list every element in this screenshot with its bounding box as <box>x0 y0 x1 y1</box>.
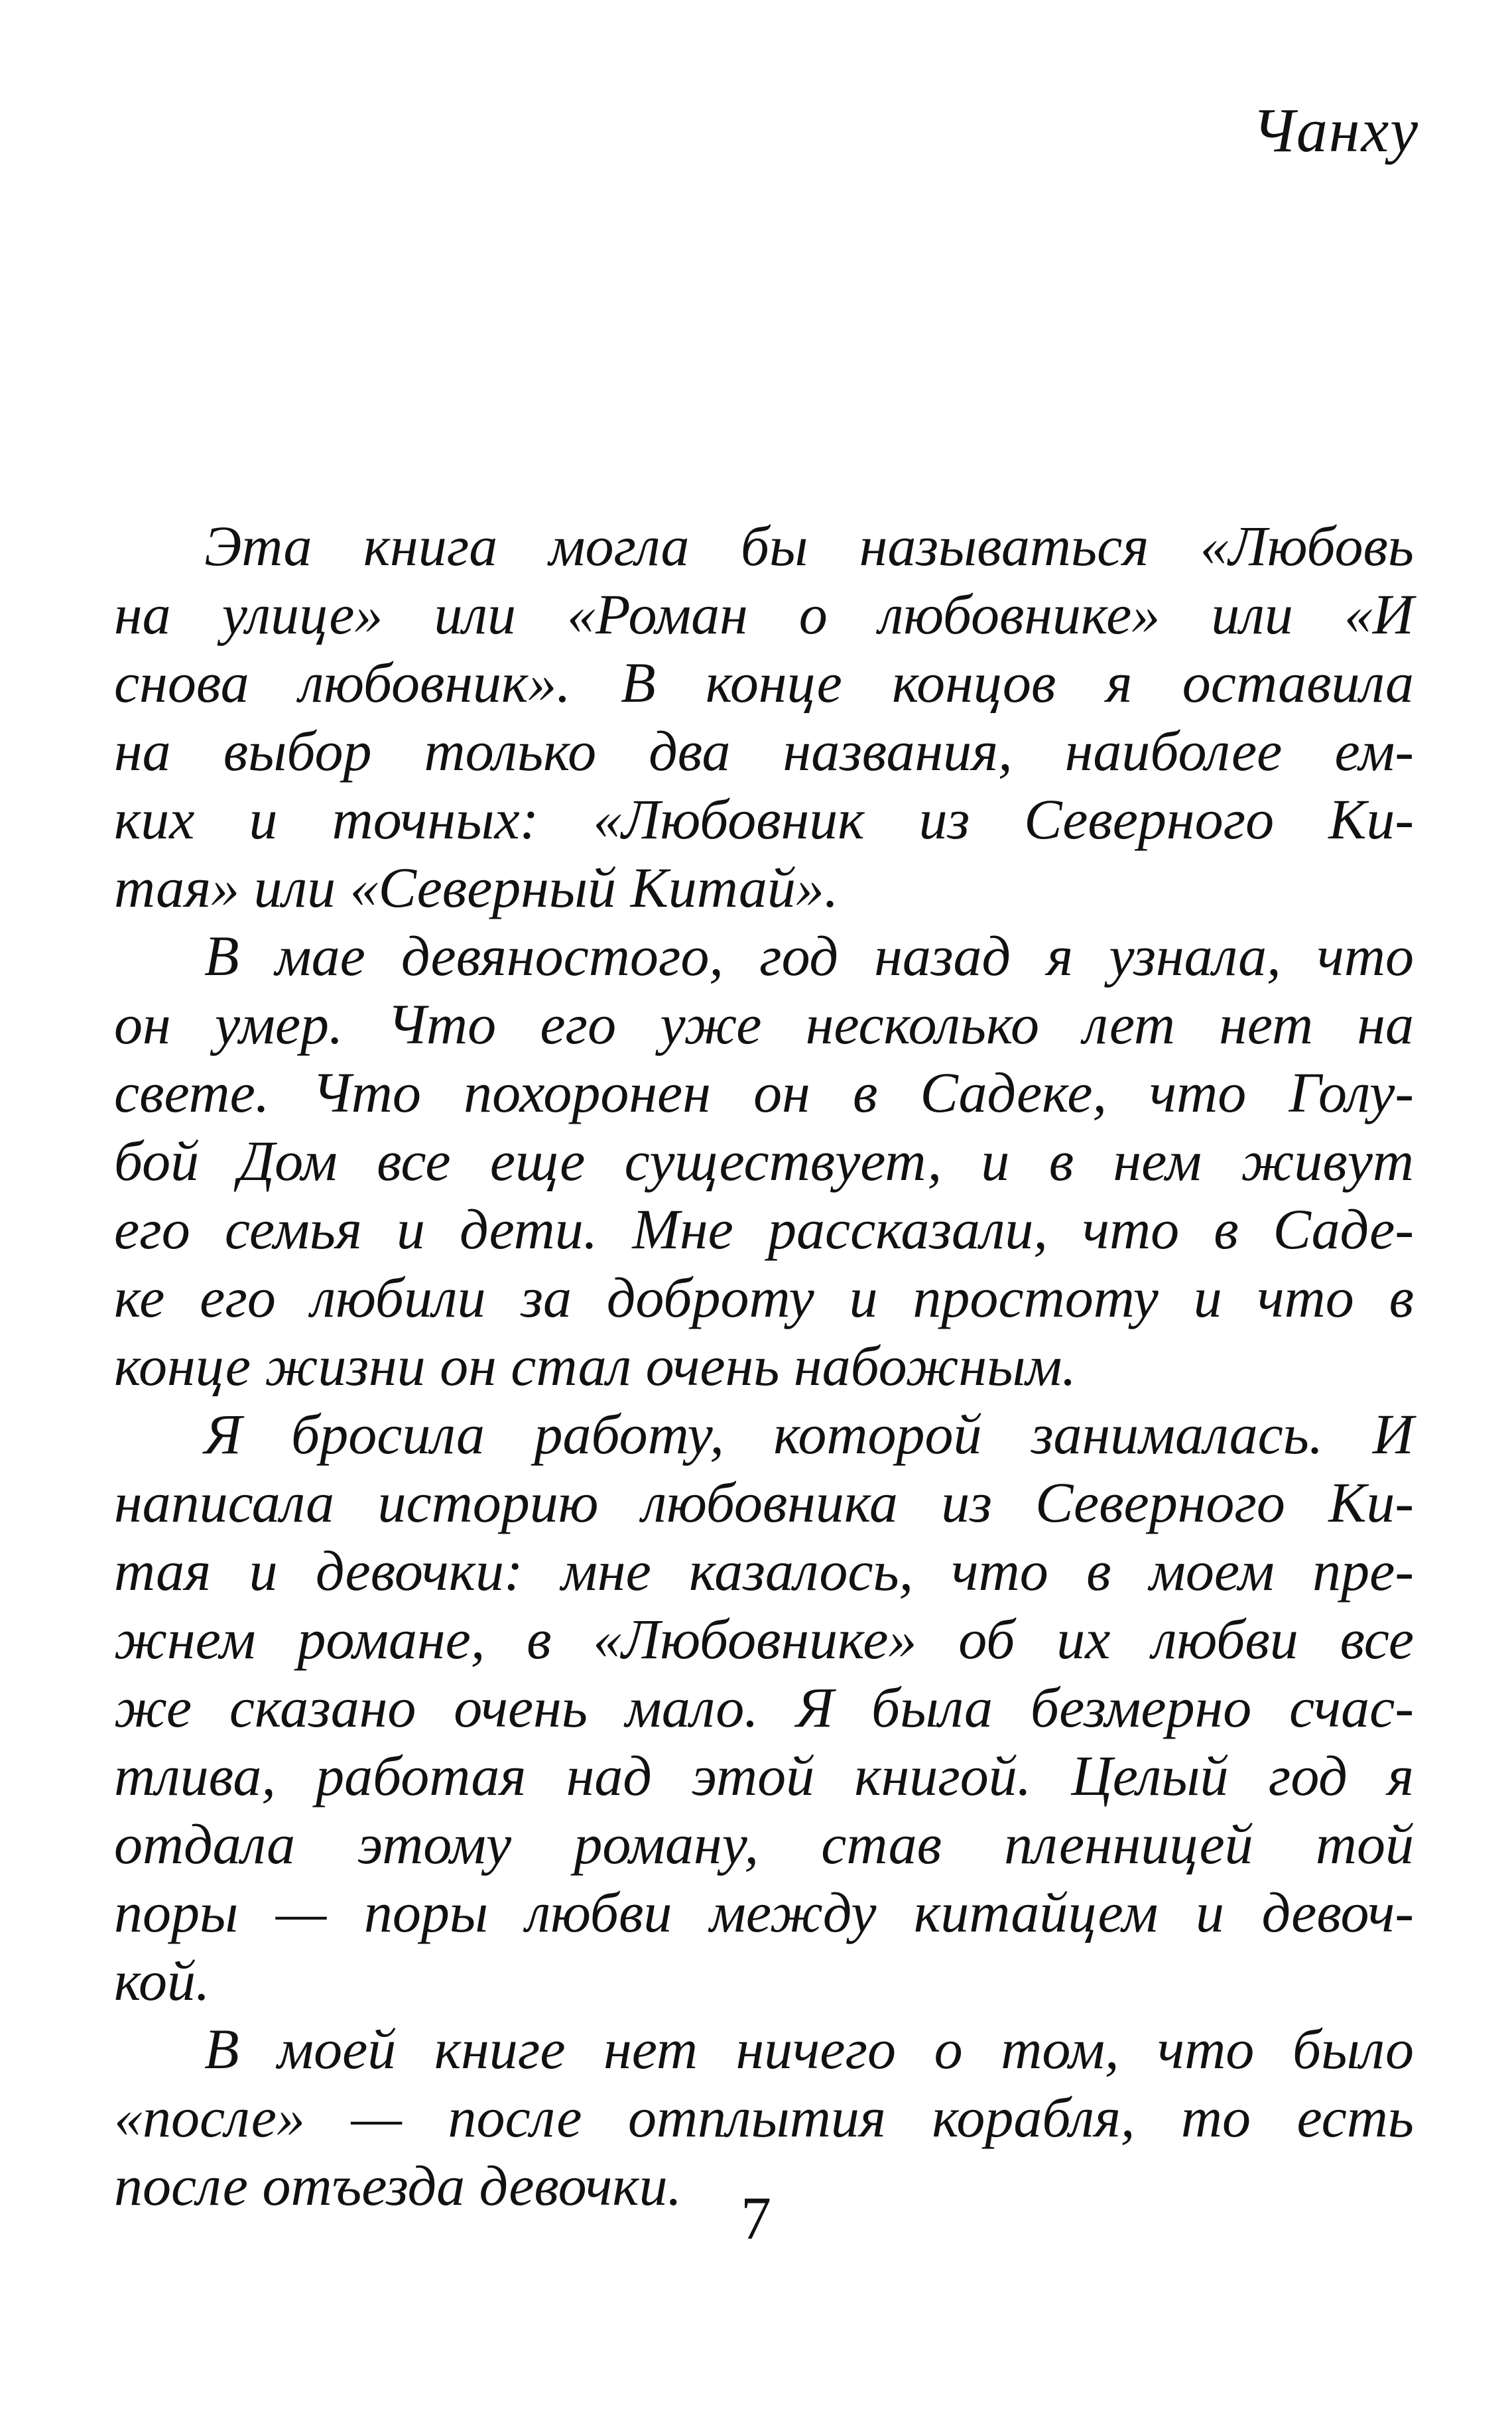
paragraph-1 <box>114 512 1414 922</box>
text-line: на улице» или «Роман о любовнике» или «И <box>114 582 1414 646</box>
text-line: после отъезда девочки. <box>114 2154 682 2217</box>
text-line: жнем романе, в «Любовнике» об их любви все <box>114 1607 1414 1671</box>
text-line: его семья и дети. Мне рассказали, что в Саде- <box>114 1197 1414 1261</box>
text-line: В моей книге нет ничего о том, что было <box>204 2017 1414 2081</box>
text-line: кой. <box>114 1949 210 2012</box>
text-line: написала историю любовника из Северного Ки- <box>114 1471 1414 1534</box>
text-line: Эта книга могла бы называться «Любовь <box>204 514 1414 578</box>
text-line: на выбор только два названия, наиболее ем- <box>114 719 1414 783</box>
text-line: тая и девочки: мне казалось, что в моем пре- <box>114 1539 1414 1603</box>
body-text <box>114 512 1414 2220</box>
page-number: 7 <box>741 2184 771 2252</box>
text-line: В мае девяностого, год назад я узнала, что <box>204 924 1414 988</box>
dedication: Чанху <box>1252 96 1419 165</box>
text-line: ких и точных: «Любовник из Северного Ки- <box>114 787 1414 851</box>
text-line: конце жизни он стал очень набожным. <box>114 1334 1076 1398</box>
text-line: «после» — после отплытия корабля, то есть <box>114 2085 1414 2149</box>
text-line: бой Дом все еще существует, и в нем живут <box>114 1129 1414 1193</box>
text-line: ке его любили за доброту и простоту и что в <box>114 1266 1414 1329</box>
paragraph-3 <box>114 1400 1414 2015</box>
text-line: Я бросила работу, которой занималась. И <box>204 1402 1414 1466</box>
text-line: же сказано очень мало. Я была безмерно счас- <box>114 1675 1414 1739</box>
text-line: тлива, работая над этой книгой. Целый год я <box>114 1744 1414 1807</box>
text-line: он умер. Что его уже несколько лет нет на <box>114 992 1414 1056</box>
paragraph-2 <box>114 922 1414 1400</box>
text-line: поры — поры любви между китайцем и девоч- <box>114 1880 1414 1944</box>
text-line: снова любовник». В конце концов я оставила <box>114 651 1414 714</box>
text-line: тая» или «Северный Китай». <box>114 856 839 919</box>
text-line: отдала этому роману, став пленницей той <box>114 1812 1414 1876</box>
text-line: свете. Что похоронен он в Садеке, что Голу- <box>114 1061 1414 1124</box>
